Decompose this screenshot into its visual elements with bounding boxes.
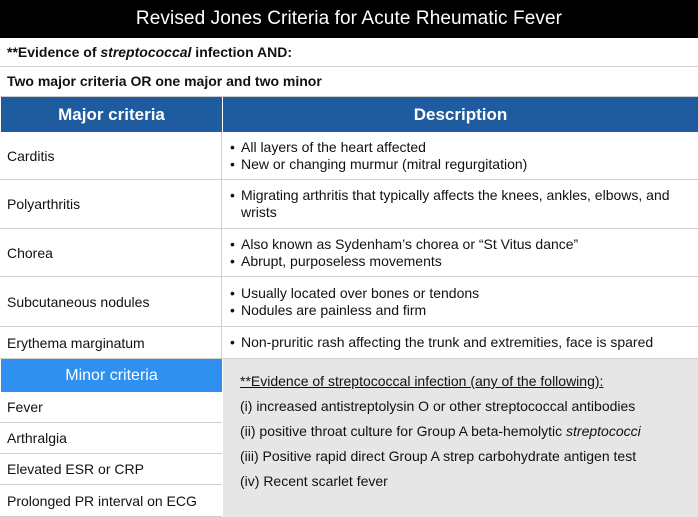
bullet-text: Non-pruritic rash affecting the trunk and extremities, face is spared: [241, 334, 654, 350]
description-bullet: [230, 302, 698, 319]
bullet-icon: •: [230, 235, 235, 252]
minor-criterion: Elevated ESR or CRP: [0, 454, 222, 485]
evidence-item: [240, 398, 698, 415]
criterion-name: Carditis: [0, 132, 222, 179]
bullet-icon: •: [230, 155, 235, 172]
bullet-icon: •: [230, 252, 235, 269]
evidence-item-text: (ii) positive throat culture for Group A beta-hemolytic: [240, 423, 567, 439]
evidence-item-text: (iii) Positive rapid direct Group A strep carbohydrate antigen test: [240, 448, 637, 464]
criterion-name: Erythema marginatum: [0, 327, 222, 358]
description-bullet: [230, 285, 698, 302]
bullet-text: Migrating arthritis that typically affects the knees, ankles, elbows, and wrists: [241, 187, 670, 220]
minor-criterion: Fever: [0, 392, 222, 423]
criteria-rule-line: Two major criteria OR one major and two minor: [0, 67, 698, 97]
evidence-item: [240, 423, 698, 440]
criterion-description: [223, 180, 698, 228]
criterion-name: Polyarthritis: [0, 180, 222, 228]
major-criteria-row: [0, 132, 698, 180]
bullet-text: Also known as Sydenham’s chorea or “St Vitus dance”: [241, 235, 579, 252]
bullet-text: Nodules are painless and firm: [241, 301, 427, 318]
description-bullet: [230, 187, 698, 221]
criterion-description: [223, 277, 698, 326]
bullet-text: Abrupt, purposeless movements: [241, 252, 442, 269]
major-criteria-row: [0, 180, 698, 229]
bullet-icon: •: [230, 334, 235, 350]
criterion-description: [223, 327, 698, 358]
description-bullet: [230, 139, 698, 156]
description-header: Description: [223, 97, 698, 132]
evidence-prefix: **Evidence of: [7, 44, 101, 60]
evidence-item: [240, 448, 698, 465]
evidence-items: [240, 398, 698, 490]
description-bullet: [230, 236, 698, 253]
description-bullet: [230, 156, 698, 173]
major-criteria-row: [0, 277, 698, 327]
evidence-italic: streptococcal: [100, 44, 192, 60]
criterion-name: Subcutaneous nodules: [0, 277, 222, 326]
evidence-box-title: **Evidence of streptococcal infection (any of the following):: [240, 373, 604, 389]
major-criteria-row: [0, 229, 698, 277]
bullet-icon: •: [230, 301, 235, 318]
evidence-suffix: infection AND:: [191, 44, 293, 60]
bullet-text: New or changing murmur (mitral regurgitation): [241, 155, 528, 172]
description-bullet: [230, 334, 698, 351]
criterion-description: [223, 132, 698, 179]
evidence-item-text: (iv) Recent scarlet fever: [240, 473, 388, 489]
evidence-requirement-line: [0, 38, 698, 67]
criterion-name: Chorea: [0, 229, 222, 276]
evidence-item: [240, 473, 698, 490]
major-criteria-row: [0, 327, 698, 359]
minor-criteria-header: Minor criteria: [1, 359, 222, 392]
criterion-description: [223, 229, 698, 276]
bullet-text: All layers of the heart affected: [241, 138, 426, 155]
evidence-item-text: (i) increased antistreptolysin O or other streptococcal antibodies: [240, 398, 636, 414]
page-title: Revised Jones Criteria for Acute Rheumatic Fever: [0, 0, 698, 38]
streptococcal-evidence-box: [223, 359, 698, 517]
minor-criterion: Arthralgia: [0, 423, 222, 454]
minor-criterion: Prolonged PR interval on ECG: [0, 485, 222, 517]
description-bullet: [230, 253, 698, 270]
major-criteria-header: Major criteria: [1, 97, 222, 132]
bullet-icon: •: [230, 138, 235, 155]
evidence-item-italic: streptococci: [566, 423, 641, 439]
bullet-text: Usually located over bones or tendons: [241, 284, 480, 301]
bullet-icon: •: [230, 187, 235, 203]
bullet-icon: •: [230, 284, 235, 301]
